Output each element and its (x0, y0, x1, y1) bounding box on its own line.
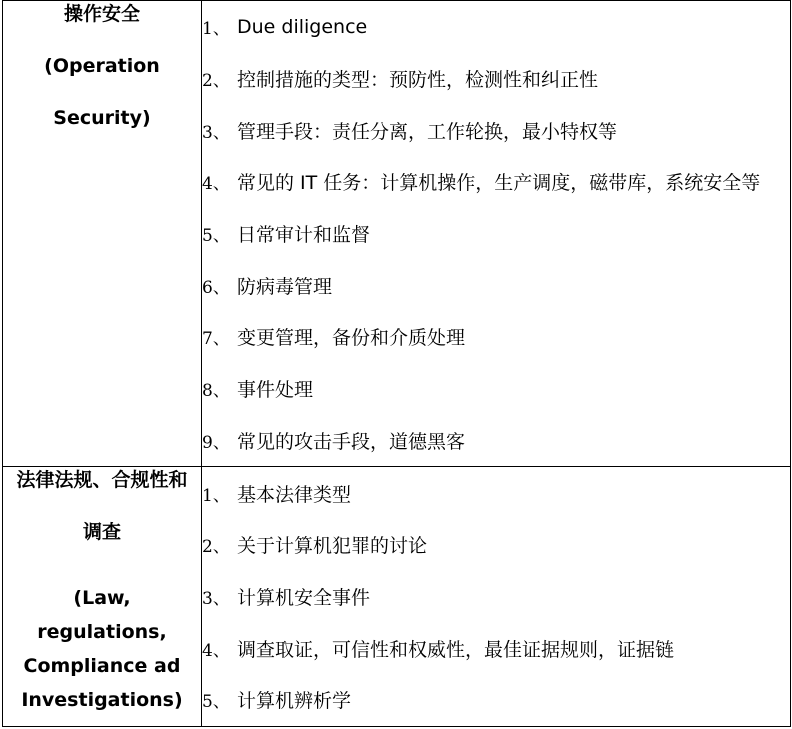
list-item (202, 519, 790, 571)
item-number: 2、 (202, 537, 230, 558)
item-number: 3、 (202, 588, 230, 609)
category-english-line: Investigations) (21, 689, 183, 712)
category-english-line: (Law, (73, 587, 131, 610)
list-item (202, 311, 790, 363)
item-text: 常见的攻击手段，道德黑客 (237, 430, 466, 453)
item-number: 9、 (202, 432, 230, 453)
item-list (202, 467, 790, 725)
items-cell (202, 1, 791, 467)
item-text: 管理手段：责任分离，工作轮换，最小特权等 (237, 120, 618, 143)
list-item (202, 674, 790, 726)
item-number: 3、 (202, 122, 230, 143)
list-item (202, 571, 790, 623)
item-number: 4、 (202, 640, 230, 661)
item-number: 2、 (202, 71, 230, 92)
category-title: 法律法规、合规性和 (16, 469, 188, 492)
item-text: Due diligence (237, 15, 368, 38)
list-item (202, 467, 790, 519)
list-item (202, 104, 790, 156)
item-list (202, 1, 790, 466)
table-row-law-compliance (3, 467, 791, 726)
item-text: 计算机安全事件 (237, 586, 371, 609)
category-cell (3, 1, 202, 467)
item-text: 防病毒管理 (237, 275, 333, 298)
item-text: 调查取证，可信性和权威性，最佳证据规则，证据链 (237, 638, 675, 661)
table-row-operation-security (3, 1, 791, 467)
category-english-line: Security) (53, 107, 151, 129)
list-item (202, 53, 790, 105)
item-text: 日常审计和监督 (237, 224, 371, 247)
list-item (202, 363, 790, 415)
item-text: 关于计算机犯罪的讨论 (237, 535, 428, 558)
list-item (202, 259, 790, 311)
list-item (202, 208, 790, 260)
list-item (202, 622, 790, 674)
category-cell (3, 467, 202, 726)
item-number: 5、 (202, 692, 230, 713)
item-number: 6、 (202, 277, 230, 298)
item-number: 1、 (202, 485, 230, 506)
item-text: 变更管理，备份和介质处理 (237, 327, 466, 350)
item-text: 事件处理 (237, 379, 314, 402)
category-title: 调查 (82, 521, 121, 544)
item-text: 常见的 IT 任务：计算机操作，生产调度，磁带库，系统安全等 (237, 172, 761, 195)
category-english-line: regulations, (37, 621, 167, 644)
item-number: 1、 (202, 19, 230, 40)
list-item (202, 1, 790, 53)
category-english-line: (Operation (44, 55, 160, 77)
item-number: 8、 (202, 381, 230, 402)
topics-table (2, 0, 791, 727)
item-text: 计算机辨析学 (237, 690, 352, 713)
item-number: 7、 (202, 329, 230, 350)
list-item (202, 156, 790, 208)
category-english-line: Compliance ad (23, 655, 181, 678)
item-text: 控制措施的类型：预防性，检测性和纠正性 (237, 69, 599, 92)
item-text: 基本法律类型 (237, 483, 352, 506)
item-number: 4、 (202, 174, 230, 195)
list-item (202, 415, 790, 467)
category-title: 操作安全 (63, 3, 140, 25)
items-cell (202, 467, 791, 726)
item-number: 5、 (202, 226, 230, 247)
